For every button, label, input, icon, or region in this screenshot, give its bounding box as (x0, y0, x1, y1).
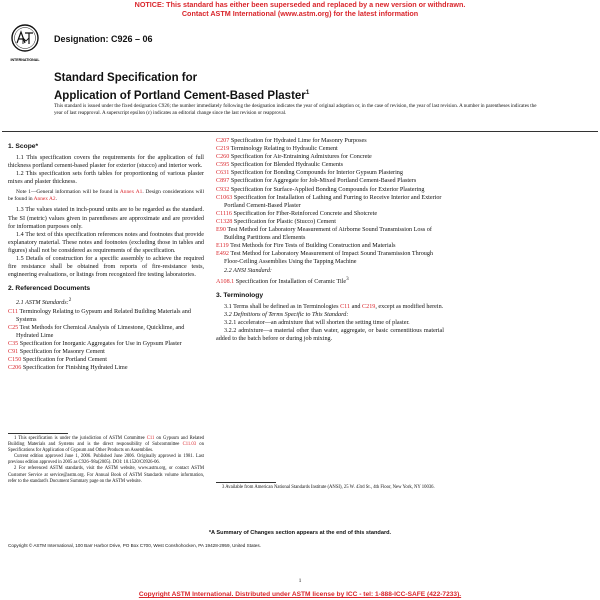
reference-title: Test Method for Laboratory Measurement of Impact Sound Transmission Through Floor-Ceiling Assemblies Using the Tapping Machine (224, 251, 433, 266)
para-1-3: 1.3 The values stated in inch-pound units are to be regarded as the standard. The SI (metric) values given in parentheses are approximate and are provided for information purposes only. (8, 207, 204, 230)
reference-item[interactable] (216, 186, 444, 194)
astm-reference-list-left (8, 308, 204, 373)
reference-title: Specification for Hydrated Lime for Masonry Purposes (229, 138, 367, 144)
page-number: 1 (298, 578, 302, 584)
para-1-1: 1.1 This specification covers the requirements for the application of full thickness portland cement-based plaster for exterior (stucco) and interior work. (8, 155, 204, 170)
para-3-1 (216, 303, 444, 311)
para-2-2-text: 2.2 ANSI Standard: (224, 267, 272, 274)
reference-title: Specification for Blended Hydraulic Cements (229, 162, 344, 169)
ansi-reference-item[interactable] (216, 275, 444, 286)
reference-code[interactable]: C897 (216, 178, 230, 185)
note-1 (8, 189, 204, 203)
reference-code[interactable]: C260 (216, 154, 230, 161)
document-title (54, 72, 524, 103)
reference-item[interactable] (8, 340, 204, 348)
para-1-5: 1.5 Details of construction for a specific assembly to achieve the required fire resistance shall be obtained from reports of fire-resistance tests, engineering evaluations, or listings from recognized fire testing laboratories. (8, 256, 204, 279)
para-3-2-text: 3.2 Definitions of Terms Specific to This Standard: (224, 311, 349, 318)
annex-a2-link[interactable]: Annex A2 (33, 196, 56, 203)
footnote-divider-right (216, 482, 276, 483)
reference-title: Test Methods for Chemical Analysis of Limestone, Quicklime, and Hydrated Lime (16, 324, 185, 339)
reference-item[interactable] (8, 308, 204, 324)
reference-title: Specification for Finishing Hydrated Lime (21, 365, 128, 372)
footnote-3: 3 Available from American National Standards Institute (ANSI), 25 W. 43rd St., 4th Floor, New York, NY 10036. (222, 485, 435, 490)
footnote-2-marker: 2 (68, 297, 72, 304)
section-2-heading: 2. Referenced Documents (8, 285, 91, 293)
reference-item[interactable] (216, 153, 444, 161)
ansi-reference-code[interactable]: A108.1 (216, 278, 235, 285)
right-column (216, 137, 444, 343)
reference-code[interactable]: C35 (8, 340, 19, 347)
reference-code[interactable]: C91 (8, 349, 19, 356)
reference-title: Specification for Surface-Applied Bonding Compounds for Exterior Plastering (229, 186, 425, 193)
reference-title: Test Methods for Fire Tests of Building Construction and Materials (228, 243, 396, 250)
footnote-1-text-c: on Specifications for Application of Gypsum and Other Products on Assemblies. (8, 442, 204, 454)
designation: Designation: C926 – 06 (54, 34, 153, 44)
astm-reference-list-right (216, 137, 444, 267)
para-3-2-2: 3.2.2 admixture—a material other than water, aggregate, or basic cementitious material added to the batch before or during job mixing. (216, 328, 444, 343)
issuance-statement: This standard is issued under the fixed designation C926; the number immediately following the designation indicates the year of original adoption or, in the case of revision, the year of last revision. A number in parentheses indicates the year of last reapproval. A superscript epsilon (ε) indicates an editorial change since the last revision or reapproval. (54, 103, 537, 116)
para-3-2 (216, 311, 444, 319)
para-1-2: 1.2 This specification sets forth tables for proportioning of various plaster mixes and plaster thickness. (8, 171, 204, 186)
para-3-1-text-a: 3.1 Terms shall be defined as in Terminologies (224, 303, 341, 310)
footnote-divider-left (8, 433, 68, 434)
reference-title: Test Method for Laboratory Measurement of Airborne Sound Transmission Loss of Building Partitions and Elements (224, 227, 432, 242)
reference-code[interactable]: C219 (216, 146, 230, 153)
reference-item[interactable] (216, 145, 444, 153)
reference-item[interactable] (8, 348, 204, 356)
para-3-1-text-b: and (350, 303, 363, 310)
reference-code[interactable]: E119 (216, 243, 229, 250)
reference-code[interactable]: C150 (8, 357, 22, 364)
footnote-1-edition: Current edition approved June 1, 2006. Published June 2006. Originally approved in 1981. Last previous edition approved in 2005 as C926–98a(2005). DOI: 10.1520/C0926-06. (8, 454, 204, 466)
c11-link[interactable]: C11 (340, 303, 351, 310)
committee-c11-link[interactable]: C11 (146, 436, 155, 441)
reference-code[interactable]: C25 (8, 324, 19, 331)
footnote-1 (8, 436, 204, 454)
reference-code[interactable]: E492 (216, 251, 229, 258)
distribution-footer[interactable] (0, 591, 600, 598)
notice-line-1: NOTICE: This standard has either been superseded and replaced by a new version or withdrawn. (134, 0, 466, 9)
reference-title: Specification for Plastic (Stucco) Cement (232, 218, 336, 225)
reference-title: Specification for Installation of Lathing and Furring to Receive Interior and Exterior Portland Cement-Based Plaster (224, 194, 442, 209)
reference-title: Specification for Bonding Compounds for Interior Gypsum Plastering (229, 170, 403, 177)
c219-link[interactable]: C219 (362, 303, 376, 310)
reference-item[interactable] (8, 356, 204, 364)
reference-item[interactable] (216, 210, 444, 218)
para-2-1-text: 2.1 ASTM Standards: (16, 300, 69, 307)
footnote-1-text-b: on Gypsum and Related Building Materials and Systems and is the direct responsibility of Subcommittee (8, 436, 204, 448)
title-footnote-marker: 1 (305, 88, 310, 96)
footnotes-left (8, 436, 204, 485)
reference-title: Specification for Fiber-Reinforced Concrete and Shotcrete (231, 210, 378, 217)
footnote-2: 2 For referenced ASTM standards, visit the ASTM website, www.astm.org, or contact ASTM Customer Service at service@astm.org. For Annual Book of ASTM Standards volume information, refer to the standard's Document Summary page on the ASTM website. (8, 466, 204, 484)
reference-title: Specification for Portland Cement (21, 357, 107, 364)
reference-item[interactable] (216, 169, 444, 177)
reference-title: Specification for Masonry Cement (18, 349, 105, 356)
reference-code[interactable]: C1116 (216, 210, 232, 217)
reference-title: Specification for Inorganic Aggregates for Use in Gypsum Plaster (18, 340, 182, 347)
reference-code[interactable]: C206 (8, 365, 22, 372)
para-3-1-text-c: , except as modified herein. (375, 303, 444, 310)
section-3-heading: 3. Terminology (216, 291, 264, 299)
reference-item[interactable] (8, 364, 204, 372)
reference-item[interactable] (216, 226, 444, 242)
reference-item[interactable] (216, 177, 444, 185)
withdrawn-notice (0, 1, 600, 18)
title-line-2-text: Application of Portland Cement-Based Plaster (54, 89, 306, 102)
reference-title: Terminology Relating to Hydraulic Cement (229, 146, 338, 153)
copyright-line: Copyright © ASTM International, 100 Barr Harbor Drive, PO Box C700, West Conshohocken, PA 19428-2959, United States. (8, 543, 261, 548)
reference-item[interactable] (216, 250, 444, 266)
distribution-footer-text[interactable]: Copyright ASTM International. Distributed under ASTM license by ICC - tel: 1-888-ICC-SAFE (422-7233). (138, 591, 462, 598)
reference-code[interactable]: C631 (216, 170, 230, 177)
reference-code[interactable]: C595 (216, 162, 230, 169)
reference-code[interactable]: C1063 (216, 194, 233, 201)
reference-title: Terminology Relating to Gypsum and Related Building Materials and Systems (16, 308, 191, 323)
reference-code[interactable]: C207 (216, 138, 230, 144)
reference-item[interactable] (216, 194, 444, 210)
summary-of-changes-note: *A Summary of Changes section appears at the end of this standard. (208, 530, 392, 536)
footnotes-right (216, 485, 444, 491)
title-line-1: Standard Specification for (54, 72, 198, 84)
reference-title: Specification for Aggregate for Job-Mixed Portland Cement-Based Plasters (229, 178, 417, 185)
reference-item[interactable] (8, 324, 204, 340)
para-2-1 (8, 296, 204, 307)
note-1-text-b: . Design considerations will be found in (8, 189, 205, 203)
note-1-text-a: Note 1—General information will be found in (16, 189, 120, 196)
ansi-reference-title: Specification for Installation of Ceramic Tile (234, 278, 347, 285)
section-1-heading: 1. Scope* (8, 143, 39, 150)
astm-logo-icon (10, 22, 40, 68)
logo-text: INTERNATIONAL (10, 58, 40, 62)
reference-item[interactable] (216, 161, 444, 169)
note-1-text-c: . (55, 196, 57, 203)
subcommittee-c1103-link[interactable]: C11.03 (182, 442, 197, 448)
reference-item[interactable] (216, 137, 444, 145)
para-3-2-1: 3.2.1 accelerator—an admixture that will shorten the setting time of plaster. (224, 320, 410, 327)
reference-item[interactable] (216, 218, 444, 226)
footnote-1-text-a: 1 This specification is under the jurisdiction of ASTM Committee (14, 436, 147, 441)
reference-item[interactable] (216, 242, 444, 250)
para-1-4: 1.4 The text of this specification references notes and footnotes that provide explanatory material. These notes and footnotes (excluding those in tables and figures) shall not be considered as requirements of the specification. (8, 231, 204, 254)
reference-code[interactable]: E90 (216, 227, 226, 234)
header-divider (2, 131, 598, 132)
annex-a1-link[interactable]: Annex A1 (119, 189, 143, 196)
footnote-3-marker: 3 (346, 275, 349, 282)
notice-line-2: Contact ASTM International (www.astm.org) for the latest information (181, 8, 419, 18)
reference-code[interactable]: C1328 (216, 218, 233, 225)
reference-code[interactable]: C11 (8, 308, 19, 315)
para-2-2 (216, 267, 444, 275)
left-column (8, 143, 204, 372)
title-line-2 (54, 86, 524, 103)
astm-logo (10, 22, 40, 68)
reference-code[interactable]: C932 (216, 186, 230, 193)
reference-title: Specification for Air-Entraining Admixtures for Concrete (229, 154, 372, 161)
